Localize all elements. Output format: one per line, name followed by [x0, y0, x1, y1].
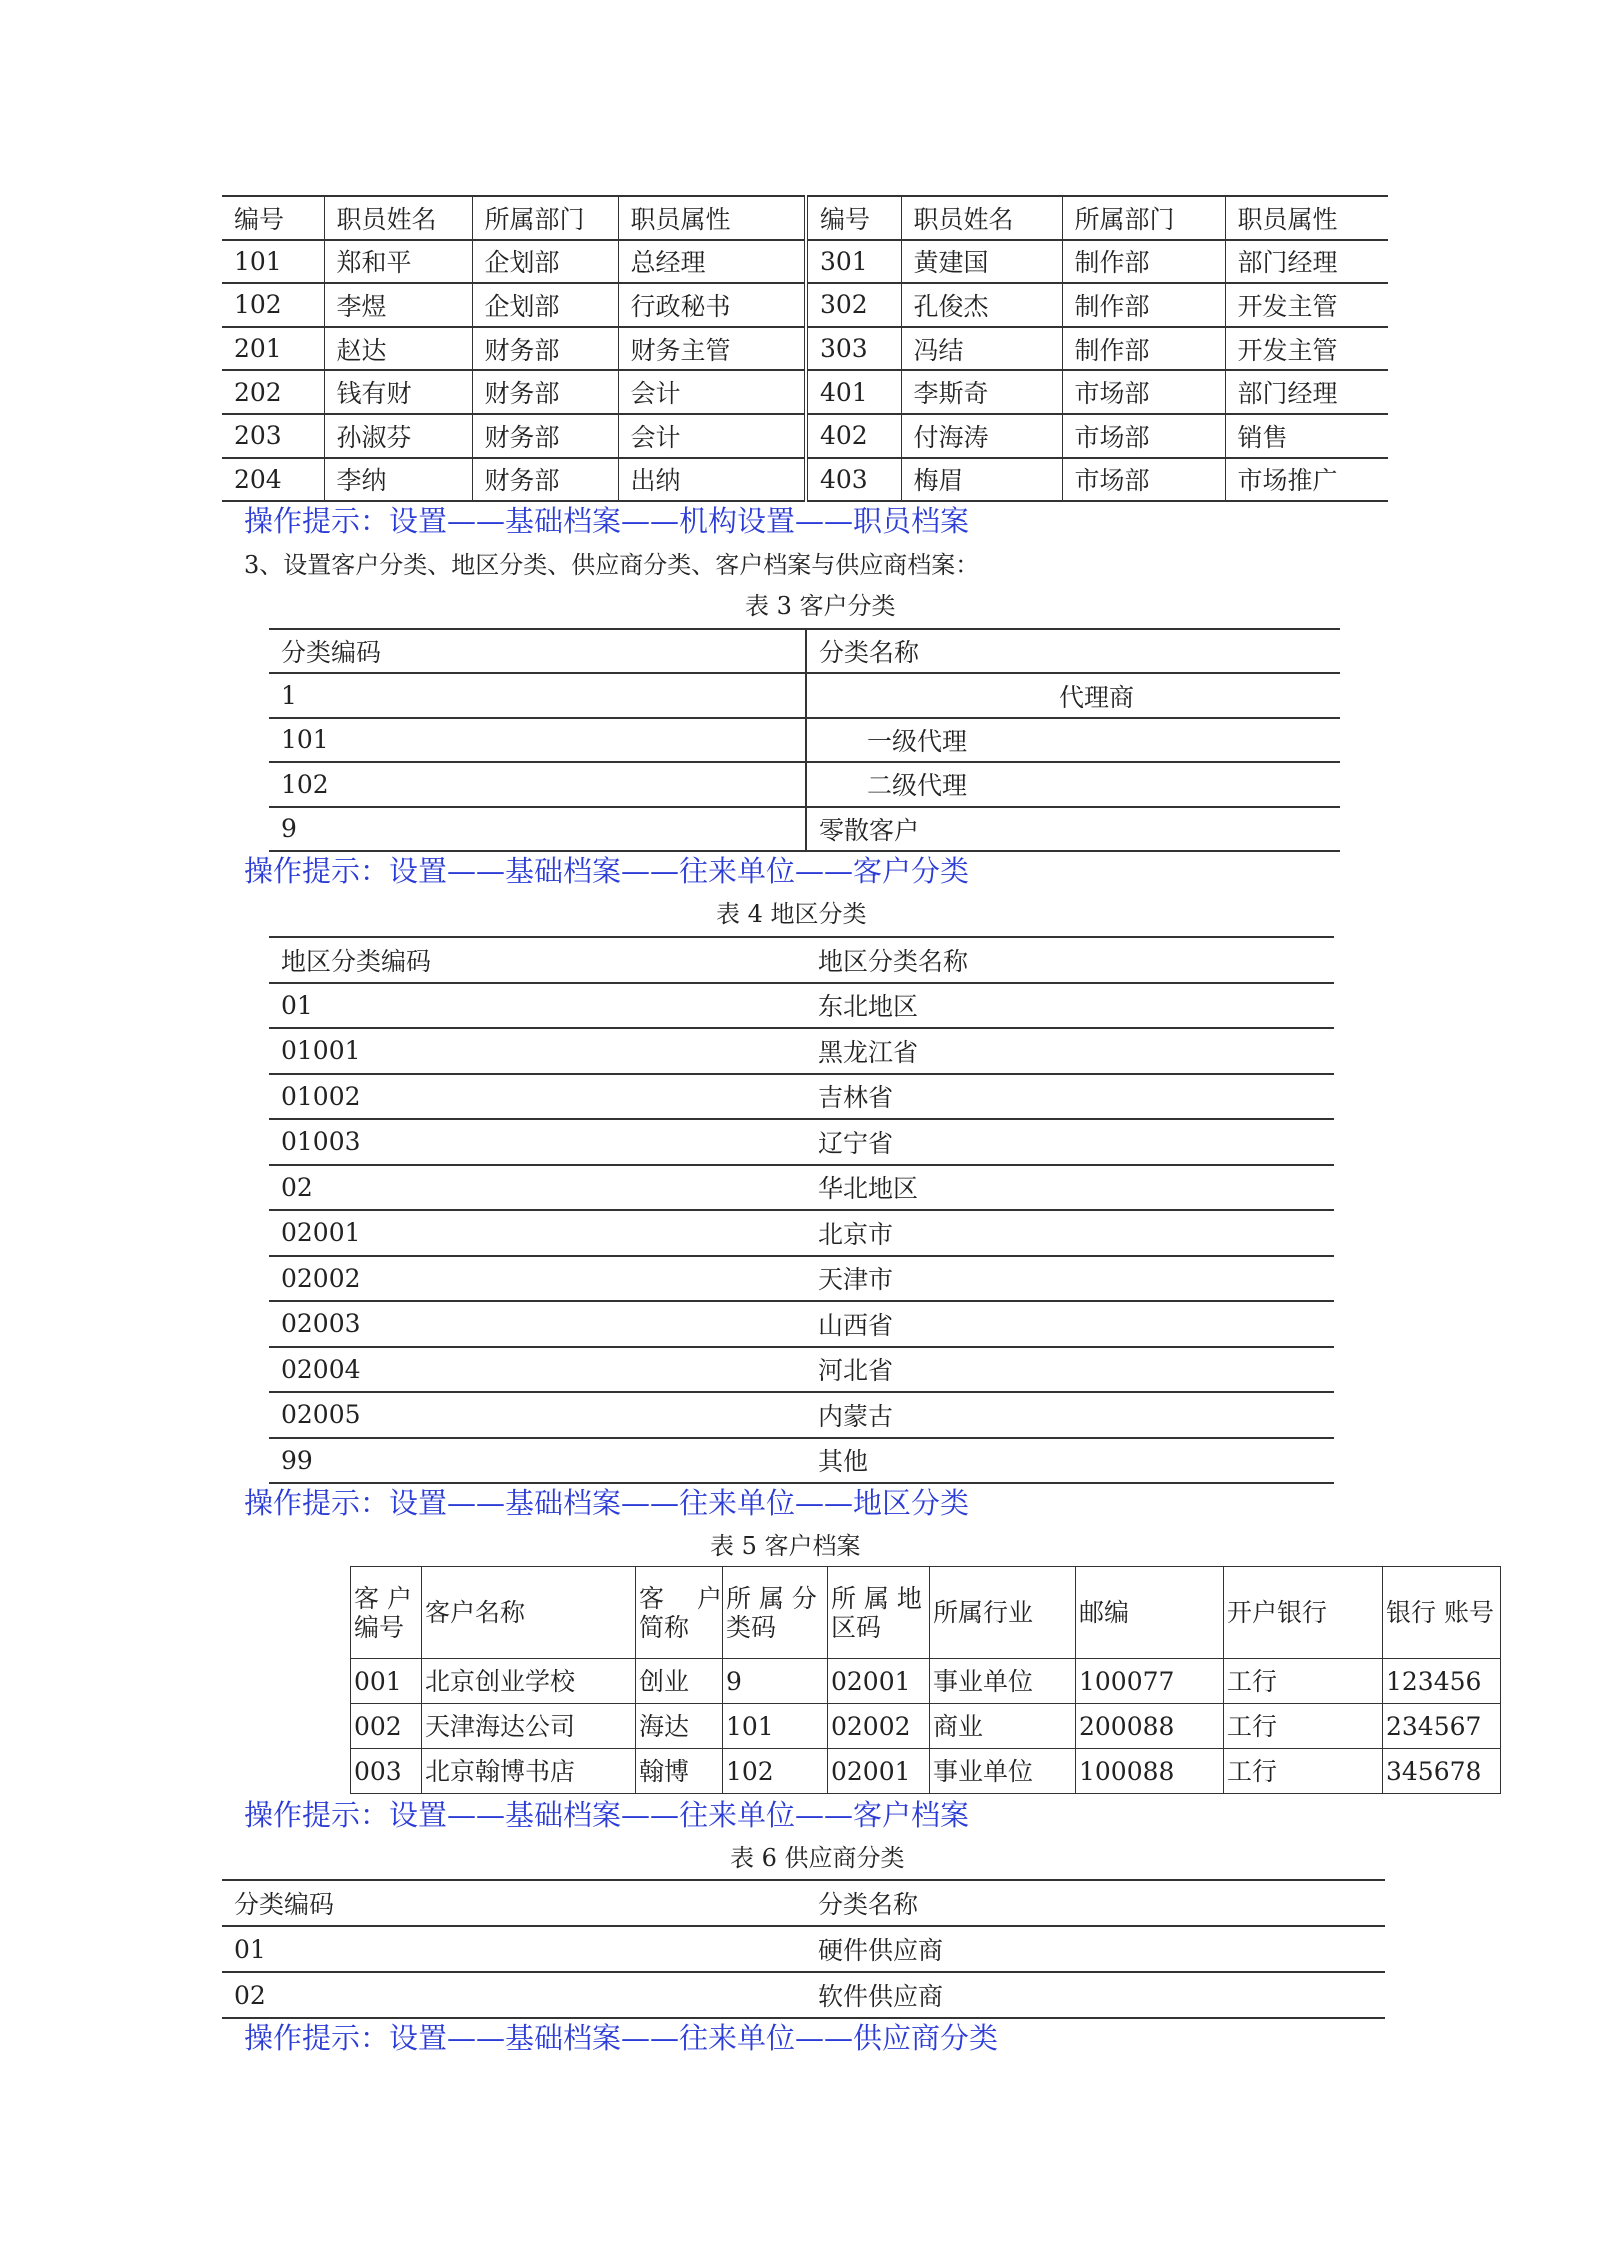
table-cell: 财务部 — [472, 370, 618, 414]
table-cell: 02004 — [269, 1347, 806, 1393]
table-cell: 翰博 — [636, 1749, 723, 1794]
table-row — [269, 1119, 1334, 1165]
header-cell: 客户名称 — [422, 1567, 636, 1659]
table-row — [269, 673, 1340, 717]
table6-caption: 表 6 供应商分类 — [730, 1844, 905, 1872]
table3-caption: 表 3 客户分类 — [745, 592, 896, 620]
table-cell: 02005 — [269, 1392, 806, 1438]
table-cell: 孙淑芬 — [324, 414, 472, 458]
table-row — [222, 1926, 1385, 1972]
table-cell: 开发主管 — [1225, 283, 1388, 327]
table-row — [222, 240, 1388, 284]
hint-employee-archive: 操作提示：设置——基础档案——机构设置——职员档案 — [244, 504, 970, 538]
table-cell: 二级代理 — [806, 762, 1340, 806]
table-cell: 代理商 — [806, 673, 1340, 717]
region-category-table — [269, 936, 1334, 1484]
table-cell: 200088 — [1076, 1704, 1224, 1749]
header-row — [269, 937, 1334, 983]
table-row — [269, 762, 1340, 806]
table-cell: 软件供应商 — [806, 1972, 1385, 2018]
table-cell: 02003 — [269, 1301, 806, 1347]
table-cell: 99 — [269, 1438, 806, 1484]
table-cell: 01 — [222, 1926, 806, 1972]
table-cell: 工行 — [1224, 1749, 1383, 1794]
table-cell: 财务部 — [472, 414, 618, 458]
table-cell: 财务部 — [472, 458, 618, 502]
header-cell: 职员属性 — [618, 196, 806, 240]
table-cell: 孔俊杰 — [901, 283, 1062, 327]
header-cell: 开户银行 — [1224, 1567, 1383, 1659]
table-cell: 其他 — [806, 1438, 1334, 1484]
table-cell: 02001 — [828, 1749, 930, 1794]
table-cell: 402 — [806, 414, 901, 458]
table-row — [351, 1659, 1501, 1704]
table-row — [269, 1256, 1334, 1302]
table-cell: 制作部 — [1062, 240, 1225, 284]
table-cell: 企划部 — [472, 283, 618, 327]
header-cell: 客 户 编号 — [351, 1567, 422, 1659]
table-cell: 付海涛 — [901, 414, 1062, 458]
table-cell: 吉林省 — [806, 1074, 1334, 1120]
table-row — [269, 807, 1340, 851]
table-cell: 02002 — [269, 1256, 806, 1302]
table-cell: 02 — [222, 1972, 806, 2018]
table-cell: 出纳 — [618, 458, 806, 502]
table-cell: 01002 — [269, 1074, 806, 1120]
table-cell: 101 — [222, 240, 324, 284]
table-cell: 003 — [351, 1749, 422, 1794]
table-cell: 203 — [222, 414, 324, 458]
table-cell: 9 — [269, 807, 806, 851]
table-cell: 华北地区 — [806, 1165, 1334, 1211]
table-cell: 辽宁省 — [806, 1119, 1334, 1165]
table-cell: 事业单位 — [930, 1659, 1076, 1704]
table-cell: 东北地区 — [806, 983, 1334, 1029]
table-row — [351, 1749, 1501, 1794]
table-cell: 100088 — [1076, 1749, 1224, 1794]
hint-customer-category: 操作提示：设置——基础档案——往来单位——客户分类 — [244, 854, 970, 888]
table-cell: 002 — [351, 1704, 422, 1749]
header-cell: 所属行业 — [930, 1567, 1076, 1659]
table-cell: 102 — [222, 283, 324, 327]
header-cell: 邮编 — [1076, 1567, 1224, 1659]
table5-caption: 表 5 客户档案 — [710, 1532, 861, 1560]
table-cell: 202 — [222, 370, 324, 414]
table-cell: 401 — [806, 370, 901, 414]
header-cell: 职员属性 — [1225, 196, 1388, 240]
table-cell: 123456 — [1383, 1659, 1501, 1704]
table-row — [269, 1028, 1334, 1074]
table-cell: 9 — [723, 1659, 828, 1704]
table-cell: 001 — [351, 1659, 422, 1704]
table-cell: 工行 — [1224, 1704, 1383, 1749]
table-cell: 市场推广 — [1225, 458, 1388, 502]
table-row — [269, 1438, 1334, 1484]
table-cell: 234567 — [1383, 1704, 1501, 1749]
table-cell: 郑和平 — [324, 240, 472, 284]
table-cell: 01003 — [269, 1119, 806, 1165]
table-row — [269, 718, 1340, 762]
table-cell: 黑龙江省 — [806, 1028, 1334, 1074]
header-cell: 所 属 地 区码 — [828, 1567, 930, 1659]
table-cell: 梅眉 — [901, 458, 1062, 502]
table-cell: 冯结 — [901, 327, 1062, 371]
header-cell: 所属部门 — [1062, 196, 1225, 240]
table-cell: 市场部 — [1062, 414, 1225, 458]
header-row — [269, 629, 1340, 673]
table-cell: 行政秘书 — [618, 283, 806, 327]
header-cell: 编号 — [806, 196, 901, 240]
table-cell: 财务部 — [472, 327, 618, 371]
employee-table — [222, 195, 1388, 502]
table-cell: 101 — [723, 1704, 828, 1749]
header-cell: 所属部门 — [472, 196, 618, 240]
table-cell: 财务主管 — [618, 327, 806, 371]
header-cell: 分类编码 — [269, 629, 806, 673]
table-cell: 345678 — [1383, 1749, 1501, 1794]
table-cell: 01 — [269, 983, 806, 1029]
table-cell: 102 — [723, 1749, 828, 1794]
table-cell: 北京翰博书店 — [422, 1749, 636, 1794]
header-cell: 分类名称 — [806, 1880, 1385, 1926]
table-cell: 北京创业学校 — [422, 1659, 636, 1704]
table-cell: 02 — [269, 1165, 806, 1211]
table-row — [222, 283, 1388, 327]
supplier-category-table — [222, 1879, 1385, 2019]
table-cell: 赵达 — [324, 327, 472, 371]
table-cell: 一级代理 — [806, 718, 1340, 762]
table-row — [269, 1347, 1334, 1393]
table-cell: 商业 — [930, 1704, 1076, 1749]
table-row — [222, 327, 1388, 371]
table-cell: 天津市 — [806, 1256, 1334, 1302]
table-cell: 302 — [806, 283, 901, 327]
customer-archive-table — [350, 1566, 1501, 1794]
table-cell: 北京市 — [806, 1210, 1334, 1256]
table-cell: 零散客户 — [806, 807, 1340, 851]
table-cell: 204 — [222, 458, 324, 502]
table-cell: 山西省 — [806, 1301, 1334, 1347]
table-row — [269, 1210, 1334, 1256]
table-cell: 部门经理 — [1225, 240, 1388, 284]
table-cell: 102 — [269, 762, 806, 806]
table-cell: 工行 — [1224, 1659, 1383, 1704]
table-cell: 100077 — [1076, 1659, 1224, 1704]
section-3-heading: 3、设置客户分类、地区分类、供应商分类、客户档案与供应商档案： — [244, 551, 980, 579]
table-row — [222, 414, 1388, 458]
header-row — [351, 1567, 1501, 1659]
table-cell: 201 — [222, 327, 324, 371]
table-cell: 销售 — [1225, 414, 1388, 458]
table-cell: 市场部 — [1062, 458, 1225, 502]
header-cell: 地区分类编码 — [269, 937, 806, 983]
table-row — [222, 1972, 1385, 2018]
table-cell: 李斯奇 — [901, 370, 1062, 414]
table-cell: 天津海达公司 — [422, 1704, 636, 1749]
table-cell: 内蒙古 — [806, 1392, 1334, 1438]
table-cell: 制作部 — [1062, 327, 1225, 371]
table-row — [351, 1704, 1501, 1749]
table-cell: 1 — [269, 673, 806, 717]
table-cell: 海达 — [636, 1704, 723, 1749]
header-cell: 地区分类名称 — [806, 937, 1334, 983]
table-row — [269, 1165, 1334, 1211]
table-cell: 部门经理 — [1225, 370, 1388, 414]
table-cell: 301 — [806, 240, 901, 284]
header-cell: 分类编码 — [222, 1880, 806, 1926]
table-cell: 02001 — [269, 1210, 806, 1256]
table-row — [269, 983, 1334, 1029]
table-cell: 李煜 — [324, 283, 472, 327]
customer-category-table — [269, 628, 1340, 852]
table-cell: 河北省 — [806, 1347, 1334, 1393]
table4-caption: 表 4 地区分类 — [716, 900, 867, 928]
table-cell: 01001 — [269, 1028, 806, 1074]
table-cell: 硬件供应商 — [806, 1926, 1385, 1972]
hint-region-category: 操作提示：设置——基础档案——往来单位——地区分类 — [244, 1486, 970, 1520]
header-cell: 职员姓名 — [901, 196, 1062, 240]
table-cell: 总经理 — [618, 240, 806, 284]
header-row — [222, 196, 1388, 240]
table-cell: 开发主管 — [1225, 327, 1388, 371]
header-row — [222, 1880, 1385, 1926]
table-cell: 403 — [806, 458, 901, 502]
header-cell: 客 户 简称 — [636, 1567, 723, 1659]
table-cell: 事业单位 — [930, 1749, 1076, 1794]
hint-supplier-category: 操作提示：设置——基础档案——往来单位——供应商分类 — [244, 2021, 999, 2055]
header-cell: 编号 — [222, 196, 324, 240]
hint-customer-archive: 操作提示：设置——基础档案——往来单位——客户档案 — [244, 1798, 970, 1832]
header-cell: 分类名称 — [806, 629, 1340, 673]
table-cell: 会计 — [618, 370, 806, 414]
header-cell: 银行 账号 — [1383, 1567, 1501, 1659]
table-cell: 李纳 — [324, 458, 472, 502]
table-row — [269, 1074, 1334, 1120]
table-row — [222, 370, 1388, 414]
table-cell: 企划部 — [472, 240, 618, 284]
table-cell: 101 — [269, 718, 806, 762]
table-row — [222, 458, 1388, 502]
table-cell: 303 — [806, 327, 901, 371]
table-row — [269, 1392, 1334, 1438]
table-cell: 钱有财 — [324, 370, 472, 414]
header-cell: 职员姓名 — [324, 196, 472, 240]
table-cell: 市场部 — [1062, 370, 1225, 414]
table-cell: 制作部 — [1062, 283, 1225, 327]
table-cell: 创业 — [636, 1659, 723, 1704]
table-row — [269, 1301, 1334, 1347]
table-cell: 02001 — [828, 1659, 930, 1704]
table-cell: 会计 — [618, 414, 806, 458]
header-cell: 所 属 分 类码 — [723, 1567, 828, 1659]
table-cell: 黄建国 — [901, 240, 1062, 284]
table-cell: 02002 — [828, 1704, 930, 1749]
